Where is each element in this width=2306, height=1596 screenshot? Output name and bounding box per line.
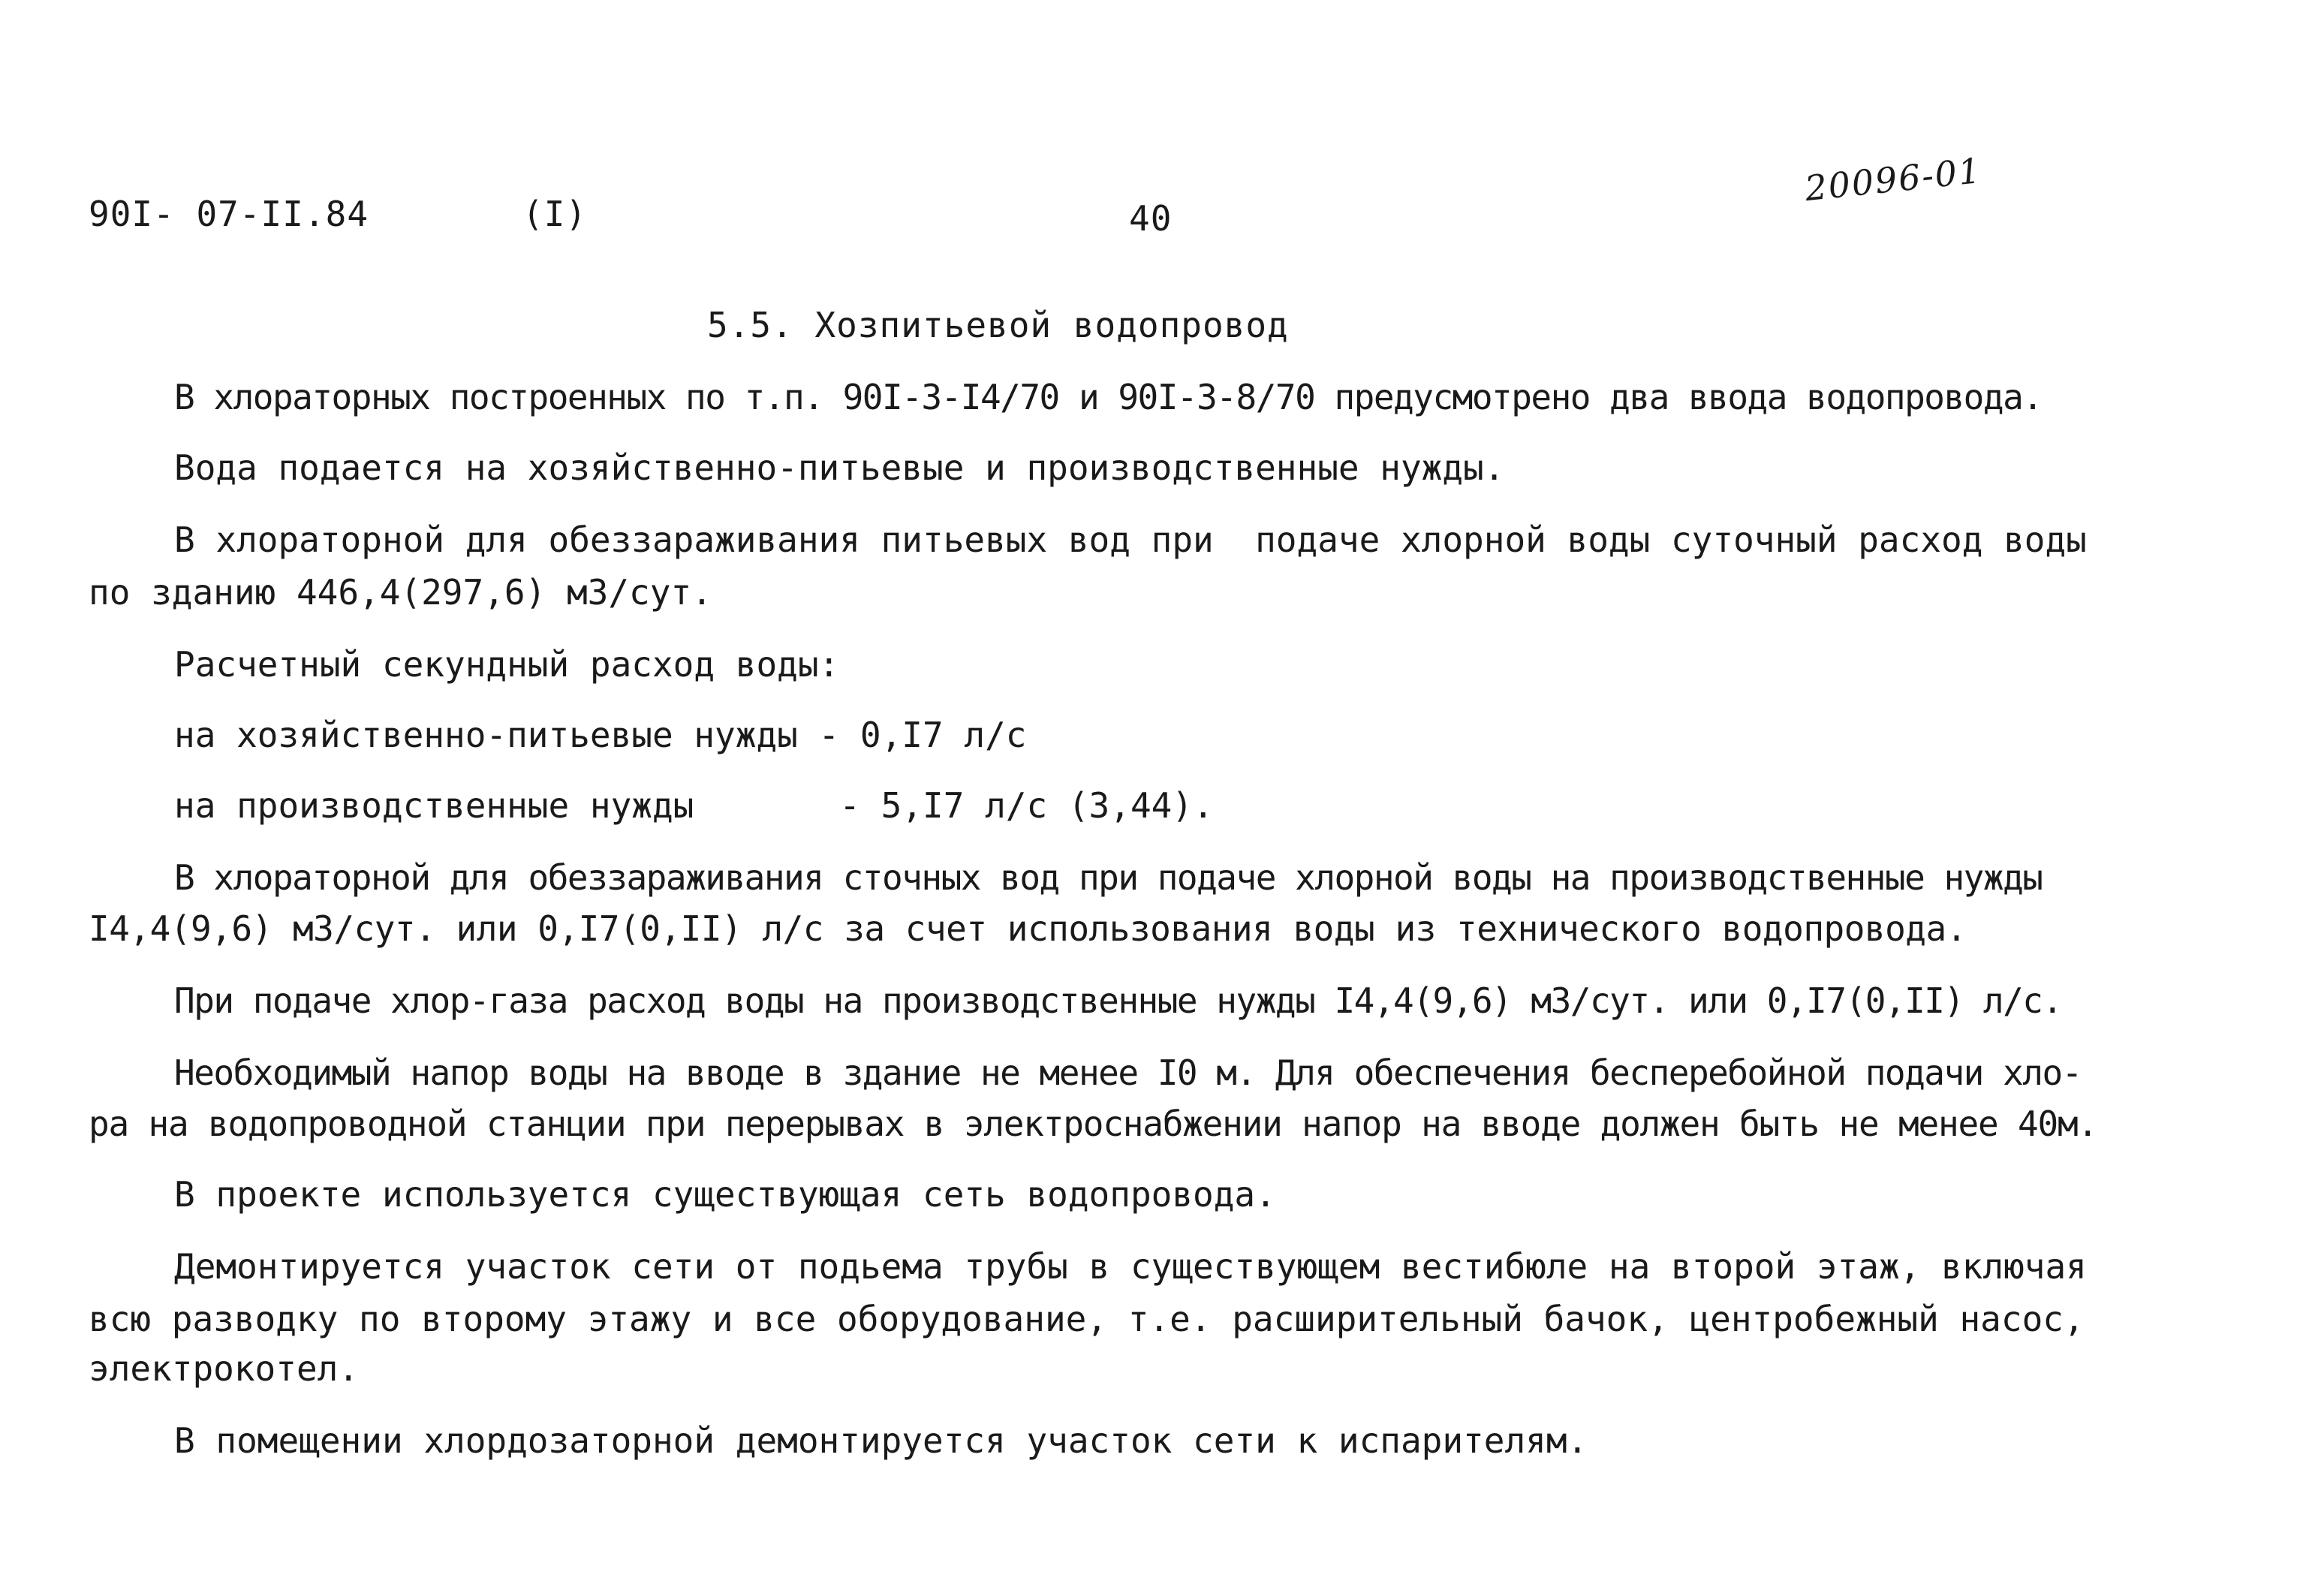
paragraph-line: В хлораторной для обеззараживания сточных вод при подаче хлорной воды на производственные нужды — [174, 857, 2043, 898]
handwritten-number: 20096-01 — [1802, 149, 1984, 209]
paragraph-line: всю разводку по второму этажу и все оборудование, т.е. расширительный бачок, центробежный насос, — [89, 1299, 2085, 1339]
document-code: 90I- 07-II.84 — [89, 194, 369, 234]
page-number: 40 — [1129, 198, 1173, 239]
paragraph-line: по зданию 446,4(297,6) м3/сут. — [89, 572, 712, 613]
paragraph-line: Расчетный секундный расход воды: — [174, 644, 840, 685]
paragraph-line: В проекте используется существующая сеть водопровода. — [174, 1174, 1276, 1215]
paragraph-line: I4,4(9,6) м3/сут. или 0,I7(0,II) л/с за счет использования воды из технического водопровода. — [89, 908, 1967, 949]
paragraph-line: ра на водопроводной станции при перерывах в электроснабжении напор на вводе должен быть не менее 40м. — [89, 1104, 2097, 1144]
paragraph-line: на производственные нужды - 5,I7 л/с (3,44). — [174, 785, 1214, 826]
paragraph-line: В хлораторной для обеззараживания питьевых вод при подаче хлорной воды суточный расход воды — [174, 519, 2087, 560]
document-part: (I) — [522, 194, 588, 234]
paragraph-line: В хлораторных построенных по т.п. 90I-3-I4/70 и 90I-3-8/70 предусмотрено два ввода водопровода. — [174, 377, 2043, 417]
paragraph-line: Необходимый напор воды на вводе в здание не менее I0 м. Для обеспечения бесперебойной подачи хло- — [174, 1052, 2082, 1093]
paragraph-line: Вода подается на хозяйственно-питьевые и производственные нужды. — [174, 447, 1505, 488]
section-title: 5.5. Хозпитьевой водопровод — [707, 305, 1289, 345]
paragraph-line: на хозяйственно-питьевые нужды - 0,I7 л/с — [174, 715, 1027, 755]
paragraph-line: При подаче хлор-газа расход воды на производственные нужды I4,4(9,6) м3/сут. или 0,I7(0,II) л/с. — [174, 980, 2062, 1021]
paragraph-line: Демонтируется участок сети от подьема трубы в существующем вестибюле на второй этаж, включая — [174, 1246, 2087, 1287]
paragraph-line: электрокотел. — [89, 1348, 360, 1389]
paragraph-line: В помещении хлордозаторной демонтируется участок сети к испарителям. — [174, 1420, 1588, 1461]
